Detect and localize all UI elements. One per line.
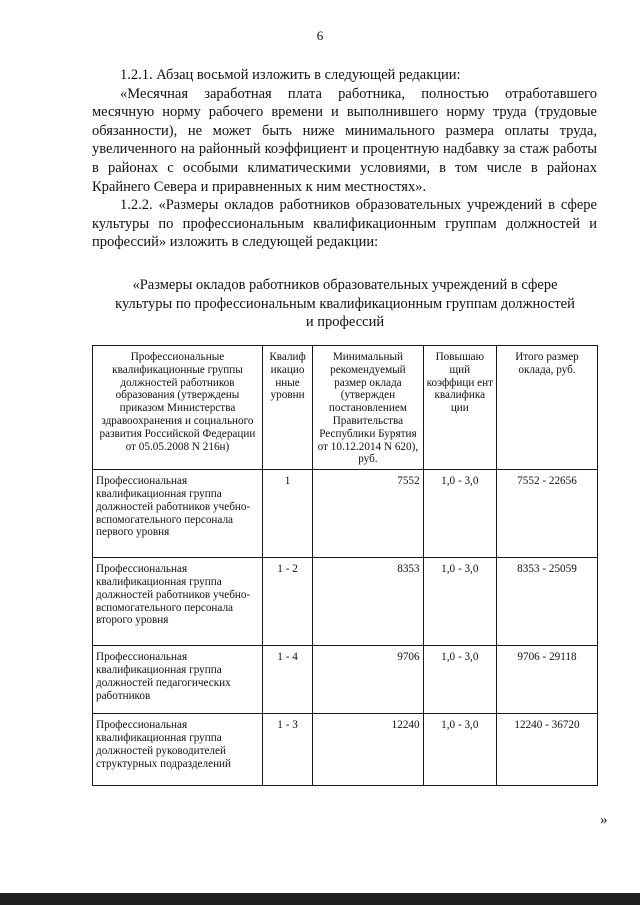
cell-group: Профессиональная квалификационная группа должностей работников учебно-вспомогательного персонала первого уровня [93, 470, 263, 558]
document-body [92, 66, 597, 252]
table-row [93, 646, 598, 714]
cell-total: 9706 - 29118 [497, 646, 598, 714]
page-number: 6 [316, 28, 324, 43]
paragraph-3: 1.2.2. «Размеры окладов работников образовательных учреждений в сфере культуры по профессиональным квалификационным группам должностей и профессий» изложить в следующей редакции: [92, 197, 597, 251]
cell-total: 12240 - 36720 [497, 714, 598, 786]
cell-salary: 7552 [313, 470, 423, 558]
header-minimum-salary: Минимальный рекомендуемый размер оклада (утвержден постановлением Правительства Республики Бурятия от 10.12.2014 N 620), руб. [313, 346, 423, 470]
cell-group: Профессиональная квалификационная группа должностей руководителей структурных подразделений [93, 714, 263, 786]
header-qualification-levels: Квалиф икацио нные уровни [262, 346, 312, 470]
cell-salary: 9706 [313, 646, 423, 714]
cell-coefficient: 1,0 - 3,0 [423, 470, 496, 558]
table-row [93, 714, 598, 786]
cell-levels: 1 - 3 [262, 714, 312, 786]
cell-group: Профессиональная квалификационная группа должностей работников учебно-вспомогательного персонала второго уровня [93, 558, 263, 646]
paragraph-1: 1.2.1. Абзац восьмой изложить в следующей редакции: [120, 67, 461, 83]
paragraph-2: «Месячная заработная плата работника, полностью отработавшего месячную норму рабочего времени и выполнившего норму труда (трудовые обязанности), не может быть ниже минимального размера оплаты труда, увеличенного на районный коэффициент и процентную надбавку за стаж работы в районах с особыми климатическими условиями, в том числе в районах Крайнего Севера и приравненных к ним местностях». [92, 85, 597, 195]
cell-coefficient: 1,0 - 3,0 [423, 714, 496, 786]
cell-total: 8353 - 25059 [497, 558, 598, 646]
salary-table [92, 345, 598, 786]
cell-salary: 12240 [313, 714, 423, 786]
scan-bottom-edge [0, 893, 640, 905]
cell-levels: 1 - 2 [262, 558, 312, 646]
cell-group: Профессиональная квалификационная группа должностей педагогических работников [93, 646, 263, 714]
cell-coefficient: 1,0 - 3,0 [423, 558, 496, 646]
cell-total: 7552 - 22656 [497, 470, 598, 558]
table-row [93, 558, 598, 646]
cell-levels: 1 [262, 470, 312, 558]
header-total-salary: Итого размер оклада, руб. [497, 346, 598, 470]
header-raising-coefficient: Повышаю щий коэффици ент квалифика ции [423, 346, 496, 470]
closing-quote: » [600, 812, 608, 828]
header-qualification-group: Профессиональные квалификационные группы должностей работников образования (утверждены приказом Министерства здравоохранения и социального развития Российской Федерации от 05.05.2008 N 216н) [93, 346, 263, 470]
cell-coefficient: 1,0 - 3,0 [423, 646, 496, 714]
table-title: «Размеры окладов работников образовательных учреждений в сфере культуры по профессиональным квалификационным группам должностей и профессий [115, 277, 575, 331]
cell-salary: 8353 [313, 558, 423, 646]
table-header-row [93, 346, 598, 470]
table-row [93, 470, 598, 558]
cell-levels: 1 - 4 [262, 646, 312, 714]
